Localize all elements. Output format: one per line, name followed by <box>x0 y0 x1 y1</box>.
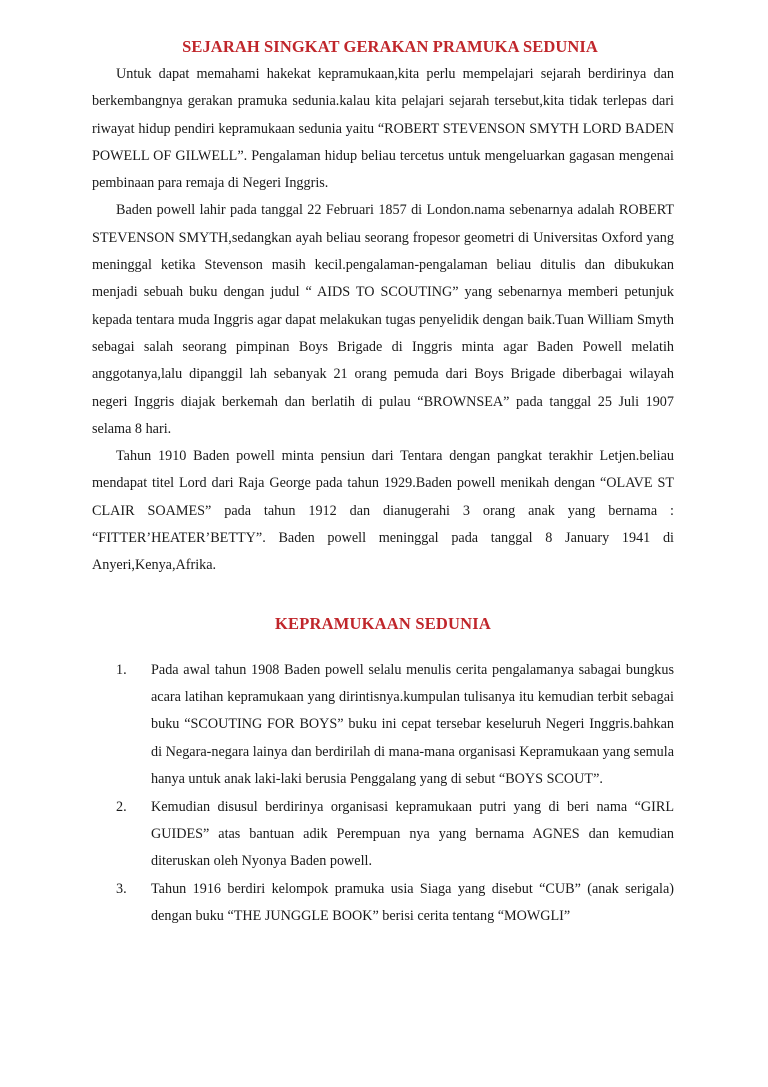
list-item <box>92 876 674 931</box>
list-item-number: 3. <box>116 880 127 897</box>
list-item-text: Tahun 1916 berdiri kelompok pramuka usia Siaga yang disebut “CUB” (anak serigala) dengan buku “THE JUNGGLE BOOK” berisi cerita tentang “MOWGLI” <box>151 880 674 925</box>
list-item-number: 1. <box>116 661 127 678</box>
paragraph-later-life: Tahun 1910 Baden powell minta pensiun dari Tentara dengan pangkat terakhir Letjen.beliau mendapat titel Lord dari Raja George pada tahun 1929.Baden powell menikah dengan “OLAVE ST CLAIR SOAMES” pada tahun 1912 dan dianugerahi 3 orang anak yang bernama : “FITTER’HEATER’BETTY”. Baden powell meninggal pada tanggal 8 January 1941 di Anyeri,Kenya,Afrika. <box>92 448 674 574</box>
document-page <box>92 34 674 931</box>
history-list <box>92 657 674 931</box>
paragraph-biography: Baden powell lahir pada tanggal 22 Februari 1857 di London.nama sebenarnya adalah ROBERT STEVENSON SMYTH,sedangkan ayah beliau seorang fropesor geometri di Universitas Oxford yang meninggal ketika Stevenson masih kecil.pengalaman-pengalaman beliau ditulis dan dibukukan menjadi sebuah buku dengan judul “ AIDS TO SCOUTING” yang sebenarnya memberi petunjuk kepada tentara muda Inggris agar dapat melakukan tugas penyelidik dengan baik.Tuan William Smyth sebagai salah seorang pimpinan Boys Brigade di Inggris minta agar Baden Powell melatih anggotanya,lalu dipanggil lah sebanyak 21 orang pemuda dari Boys Brigade diberbagai wilayah negeri Inggris diajak berkemah dan berlatih di pulau “BROWNSEA” pada tanggal 25 Juli 1907 selama 8 hari. <box>92 202 674 437</box>
list-item <box>92 657 674 794</box>
list-item-text: Kemudian disusul berdirinya organisasi kepramukaan putri yang di beri nama “GIRL GUIDES” atas bantuan adik Perempuan nya yang bernama AGNES dan kemudian diteruskan oleh Nyonya Baden powell. <box>151 798 674 870</box>
list-item-number: 2. <box>116 798 127 815</box>
paragraph-intro: Untuk dapat memahami hakekat kepramukaan,kita perlu mempelajari sejarah berdirinya dan berkembangnya gerakan pramuka sedunia.kalau kita pelajari sejarah tersebut,kita tidak terlepas dari riwayat hidup pendiri kepramukaan sedunia yaitu “ROBERT STEVENSON SMYTH LORD BADEN POWELL OF GILWELL”. Pengalaman hidup beliau tercetus untuk mengeluarkan gagasan mengenai pembinaan para remaja di Negeri Inggris. <box>92 66 674 192</box>
section-title: KEPRAMUKAAN SEDUNIA <box>274 613 491 633</box>
list-item <box>92 794 674 876</box>
list-item-text: Pada awal tahun 1908 Baden powell selalu menulis cerita pengalamanya sabagai bungkus acara latihan kepramukaan yang dirintisnya.kumpulan tulisanya itu kemudian terbit sebagai buku “SCOUTING FOR BOYS” buku ini cepat tersebar keseluruh Negeri Inggris.bahkan di Negara-negara lainya dan berdirilah di mana-mana organisasi Kepramukaan yang semula hanya untuk anak laki-laki berusia Penggalang yang di sebut “BOYS SCOUT”. <box>151 661 674 788</box>
document-title: SEJARAH SINGKAT GERAKAN PRAMUKA SEDUNIA <box>182 37 598 56</box>
